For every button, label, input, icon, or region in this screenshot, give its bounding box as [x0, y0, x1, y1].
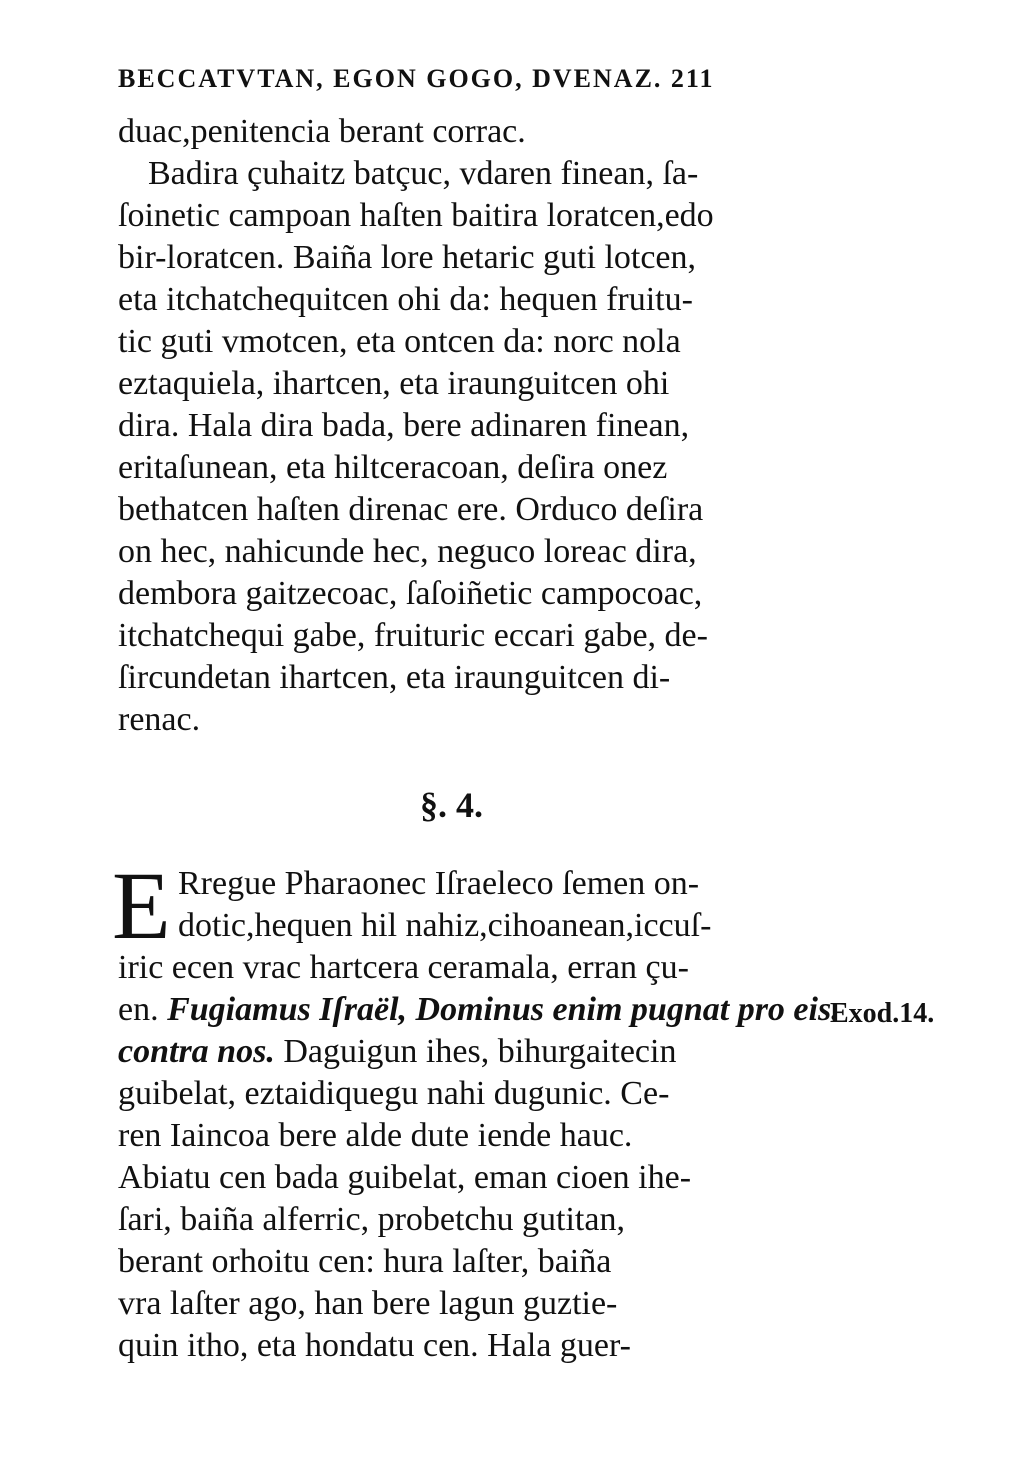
para2-line-4: [118, 990, 840, 1030]
para1-line-15: renac.: [118, 701, 201, 738]
para1-line-7: eztaquiela, ihartcen, eta iraunguitcen ohi: [118, 365, 670, 402]
para1-line-12: dembora gaitzecoac, ſaſoiñetic campocoac,: [118, 575, 703, 612]
drop-cap: E: [112, 852, 171, 959]
para2-line-10: berant orhoitu cen: hura laſter, baiña: [118, 1243, 612, 1280]
para2-line-5-roman: Daguigun ihes, bihurgaitecin: [274, 1033, 677, 1070]
para1-line-14: ſircundetan ihartcen, eta iraunguitcen di-: [118, 659, 671, 696]
para1-line-11: on hec, nahicunde hec, neguco loreac dira,: [118, 533, 697, 570]
para1-line-6: tic guti vmotcen, eta ontcen da: norc nola: [118, 323, 681, 360]
para2-line-8: Abiatu cen bada guibelat, eman cioen ihe-: [118, 1159, 692, 1196]
para1-line-10: bethatcen haſten direnac ere. Orduco deſira: [118, 491, 704, 528]
para1-line-4: bir-loratcen. Baiña lore hetaric guti lotcen,: [118, 239, 697, 276]
para2-line-2: dotic,hequen hil nahiz,cihoanean,iccuſ-: [178, 907, 712, 944]
para2-line-12: quin itho, eta hondatu cen. Hala guer-: [118, 1327, 631, 1364]
para2-line-5: [118, 1032, 676, 1072]
para2-line-11: vra laſter ago, han bere lagun guztie-: [118, 1285, 618, 1322]
para2-line-4-roman: en.: [118, 991, 168, 1028]
para1-line-1: duac,penitencia berant corrac.: [118, 113, 526, 150]
para1-line-3: ſoinetic campoan haſten baitira loratcen,edo: [118, 197, 714, 234]
latin-quotation-end: contra nos.: [118, 1033, 275, 1070]
para2-line-7: ren Iaincoa bere alde dute iende hauc.: [118, 1117, 633, 1154]
para1-line-5: eta itchatchequitcen ohi da: hequen fruitu-: [118, 281, 693, 318]
para2-line-9: ſari, baiña alferric, probetchu gutitan,: [118, 1201, 625, 1238]
margin-reference: Exod.14.: [830, 998, 935, 1029]
latin-quotation: Fugiamus Iſraël, Dominus enim pugnat pro eis.: [167, 991, 840, 1028]
para2-line-1: Rregue Pharaonec Iſraeleco ſemen on-: [178, 865, 700, 902]
section-heading: §. 4.: [420, 785, 483, 825]
para2-line-6: guibelat, eztaidiquegu nahi dugunic. Ce-: [118, 1075, 670, 1112]
para2-line-3: iric ecen vrac hartcera ceramala, erran çu-: [118, 949, 689, 986]
para1-line-13: itchatchequi gabe, fruituric eccari gabe, de-: [118, 617, 708, 654]
running-head: BECCATVTAN, EGON GOGO, DVENAZ. 211: [118, 64, 715, 93]
para1-line-9: eritaſunean, eta hiltceracoan, deſira onez: [118, 449, 668, 486]
para1-line-2: Badira çuhaitz batçuc, vdaren finean, ſa-: [148, 155, 699, 192]
para1-line-8: dira. Hala dira bada, bere adinaren finean,: [118, 407, 690, 444]
